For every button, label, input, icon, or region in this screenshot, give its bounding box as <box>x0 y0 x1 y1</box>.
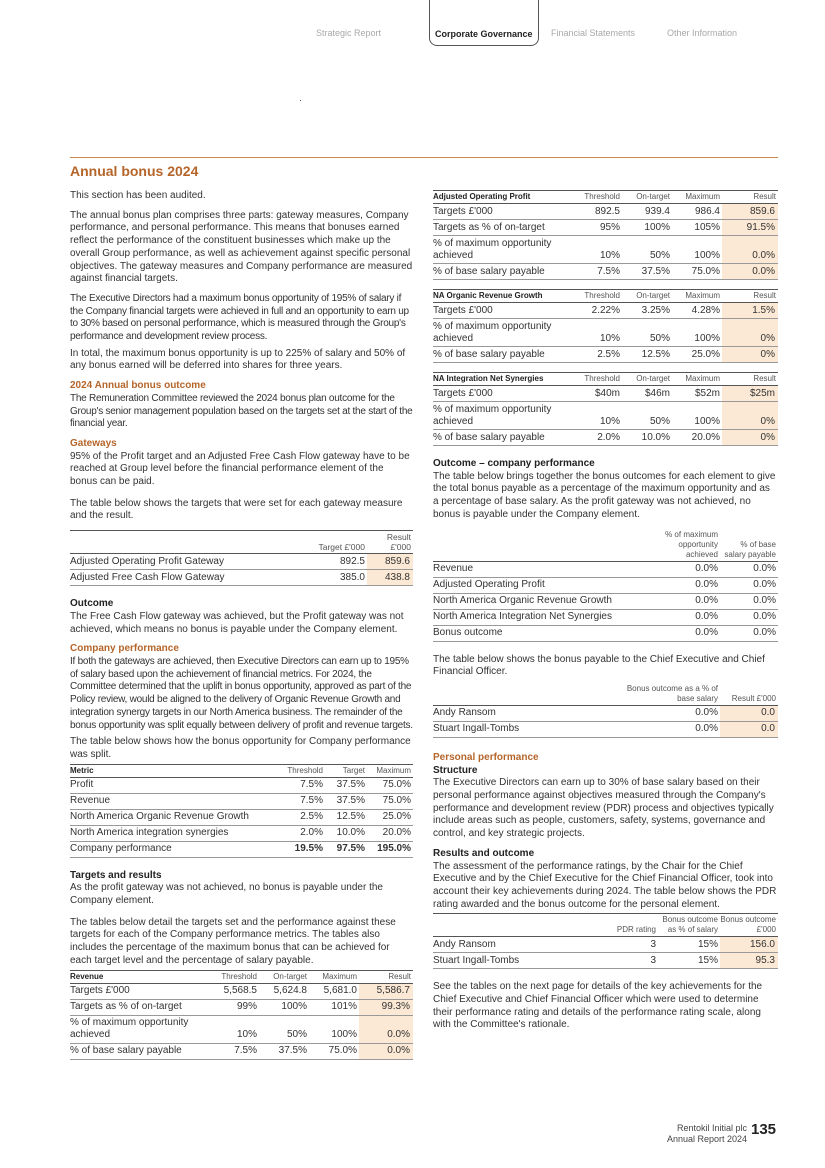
table-header: On-target <box>622 191 672 204</box>
metric-table <box>70 764 413 858</box>
table-cell: 5,568.5 <box>207 983 259 999</box>
table-header: Threshold <box>570 290 622 303</box>
table-header: % of maximum opportunity achieved <box>658 529 720 562</box>
table-cell: 0.0 <box>720 721 778 737</box>
table-cell: North America Integration Net Synergies <box>433 609 658 625</box>
table-cell: 10% <box>570 319 622 347</box>
table-cell: 385.0 <box>307 570 367 586</box>
table-cell: 100% <box>672 319 722 347</box>
table-cell: 50% <box>622 319 672 347</box>
footer-company: Rentokil Initial plc <box>676 1123 747 1133</box>
footer <box>667 1123 747 1145</box>
table-cell: 99% <box>207 999 259 1015</box>
table-cell: Company performance <box>70 841 281 857</box>
table-header: On-target <box>622 290 672 303</box>
table-cell: 5,681.0 <box>309 983 359 999</box>
table-cell: 2.0% <box>281 825 325 841</box>
table-cell: Bonus outcome <box>433 625 658 641</box>
table-cell: Targets £'000 <box>70 983 207 999</box>
table-header: NA Integration Net Synergies <box>433 373 570 386</box>
table-cell: 0.0 <box>720 705 778 721</box>
table-cell: 10% <box>570 236 622 264</box>
table-cell: 7.5% <box>570 264 622 280</box>
table-cell: 100% <box>259 999 309 1015</box>
nav-other-information[interactable]: Other Information <box>667 28 738 38</box>
table-cell: 892.5 <box>570 204 622 220</box>
table-cell: Profit <box>70 777 281 793</box>
gateways-paragraph: 95% of the Profit target and an Adjusted Free Cash Flow gateway have to be reached at Group level before the financial performance element of the bonus can be paid. <box>70 450 410 488</box>
table-cell: 20.0% <box>672 430 722 446</box>
next-page-note: See the tables on the next page for details of the key achievements for the Chief Executive and Chief Financial Officer which were used to determine their performance rating and details of the performance rating scale, along with the Committee's rationale. <box>433 981 763 1031</box>
table-cell: Targets as % of on-target <box>433 220 570 236</box>
table-row <box>70 983 413 999</box>
intro-paragraph: The annual bonus plan comprises three parts: gateway measures, Company performance, and personal performance. This means that bonuses earned reflect the performance of the constituent businesses which make up the overall Group performance, as well as achievement against specific personal objectives. The gateway measures and Company performance are measured against financial targets. <box>70 209 413 285</box>
table-cell: 5,586.7 <box>359 983 413 999</box>
table-header: Maximum <box>672 373 722 386</box>
outcome-cp-heading: Outcome – company performance <box>433 458 595 469</box>
table-cell: % of maximum opportunity achieved <box>433 319 570 347</box>
table-cell: 100% <box>622 220 672 236</box>
table-cell: 25.0% <box>672 347 722 363</box>
table-cell: 12.5% <box>325 809 367 825</box>
table-header: Result £'000 <box>720 683 778 706</box>
table-cell: 0.0% <box>720 593 778 609</box>
structure-paragraph: The Executive Directors can earn up to 30% of base salary based on their personal performance against objectives measured through the Company's performance and development review (PDR) process and objectives typically include areas such as people, customers, safety, systems, governance and control, and key strategic projects. <box>433 777 774 840</box>
table-cell: 0.0% <box>720 561 778 577</box>
split-intro: The table below shows how the bonus opportunity for Company performance was split. <box>70 736 411 760</box>
table-header <box>433 914 606 937</box>
table-row <box>433 937 778 953</box>
gateways-heading: Gateways <box>70 437 117 449</box>
table-row <box>70 570 413 586</box>
table-header: Result <box>359 970 413 983</box>
results-heading: Results and outcome <box>433 847 535 859</box>
nav-financial-statements[interactable]: Financial Statements <box>551 28 636 38</box>
table-cell: 12.5% <box>622 347 672 363</box>
table-header: Bonus outcome as % of salary <box>658 914 720 937</box>
table-header: Bonus outcome £'000 <box>720 914 778 937</box>
table-header: Threshold <box>207 970 259 983</box>
table-cell: 50% <box>622 402 672 430</box>
table-cell: 892.5 <box>307 554 367 570</box>
structure-heading: Structure <box>433 764 478 776</box>
table-row <box>433 953 778 969</box>
table-cell: 95% <box>570 220 622 236</box>
table-row <box>433 721 778 737</box>
table-cell: Adjusted Operating Profit <box>433 577 658 593</box>
table-cell: 939.4 <box>622 204 672 220</box>
table-header: % of base salary payable <box>720 529 778 562</box>
table-cell: 2.5% <box>570 347 622 363</box>
table-cell: 97.5% <box>325 841 367 857</box>
table-cell: 50% <box>259 1015 309 1043</box>
table-cell: $25m <box>722 386 778 402</box>
table-cell: 0.0% <box>658 577 720 593</box>
company-performance-paragraph: If both the gateways are achieved, then Executive Directors can earn up to 195% of salary based upon the achievement of financial metrics. For 2024, the Committee determined that the uplift in bonus opportunity, approved as part of the Policy review, would be aligned to the delivery of Organic Revenue Growth and integration synergy targets in our North America business. The remainder of the bonus opportunity was split equally between delivery of profit and revenue targets. <box>70 655 413 731</box>
table-cell: 986.4 <box>672 204 722 220</box>
table-row <box>70 1043 413 1059</box>
pdr-table <box>433 913 778 969</box>
gateway-intro: The table below shows the targets that were set for each gateway measure and the result. <box>70 497 403 522</box>
table-cell: 0.0% <box>720 609 778 625</box>
table-cell: 0.0% <box>620 721 720 737</box>
table-cell: 7.5% <box>207 1043 259 1059</box>
table-cell: $52m <box>672 386 722 402</box>
table-cell: 37.5% <box>325 793 367 809</box>
table-cell: 0.0% <box>658 593 720 609</box>
table-cell: 438.8 <box>367 570 413 586</box>
table-row <box>433 220 778 236</box>
table-cell: 100% <box>309 1015 359 1043</box>
na-organic-table <box>433 289 778 363</box>
table-cell: $46m <box>622 386 672 402</box>
table-row <box>433 236 778 264</box>
table-header: Result £'000 <box>367 531 413 554</box>
table-header: Maximum <box>672 191 722 204</box>
table-cell: 100% <box>672 402 722 430</box>
table-cell: Targets £'000 <box>433 303 570 319</box>
table-cell: 0.0% <box>658 625 720 641</box>
table-cell: 15% <box>658 953 720 969</box>
table-header <box>433 683 620 706</box>
table-header: Maximum <box>309 970 359 983</box>
table-cell: Revenue <box>70 793 281 809</box>
table-cell: 37.5% <box>622 264 672 280</box>
table-cell: 0.0% <box>720 577 778 593</box>
table-cell: North America integration synergies <box>70 825 281 841</box>
table-cell: 37.5% <box>259 1043 309 1059</box>
table-cell: 99.3% <box>359 999 413 1015</box>
table-cell: 75.0% <box>672 264 722 280</box>
total-opportunity-paragraph: In total, the maximum bonus opportunity is up to 225% of salary and 50% of any bonus earned will be deferred into shares for three years. <box>70 347 406 372</box>
table-cell: 95.3 <box>720 953 778 969</box>
table-cell: 2.0% <box>570 430 622 446</box>
table-cell: 100% <box>672 236 722 264</box>
table-header: Threshold <box>281 764 325 777</box>
table-header: Target £'000 <box>307 531 367 554</box>
table-row <box>433 577 778 593</box>
table-cell: 4.28% <box>672 303 722 319</box>
table-cell: % of base salary payable <box>433 430 570 446</box>
footer-report: Annual Report 2024 <box>666 1134 747 1144</box>
table-header: Threshold <box>570 191 622 204</box>
table-cell: Adjusted Free Cash Flow Gateway <box>70 570 307 586</box>
table-cell: 859.6 <box>722 204 778 220</box>
table-cell: 7.5% <box>281 777 325 793</box>
table-cell: 37.5% <box>325 777 367 793</box>
table-cell: Targets £'000 <box>433 204 570 220</box>
table-header: Bonus outcome as a % of base salary <box>620 683 720 706</box>
table-row <box>433 609 778 625</box>
table-row <box>70 1015 413 1043</box>
table-cell: 75.0% <box>309 1043 359 1059</box>
table-row <box>70 777 413 793</box>
table-header: On-target <box>259 970 309 983</box>
table-cell: 1.5% <box>722 303 778 319</box>
table-header: Adjusted Operating Profit <box>433 191 570 204</box>
table-row <box>70 793 413 809</box>
table-cell: 50% <box>622 236 672 264</box>
table-header: Metric <box>70 764 281 777</box>
table-header: On-target <box>622 373 672 386</box>
section-nav <box>0 0 825 48</box>
table-cell: 101% <box>309 999 359 1015</box>
table-cell: 25.0% <box>367 809 413 825</box>
aop-table <box>433 190 778 280</box>
table-row <box>433 386 778 402</box>
table-row <box>70 825 413 841</box>
table-cell: 0.0% <box>620 705 720 721</box>
table-cell: 0% <box>722 402 778 430</box>
results-paragraph: The assessment of the performance ratings, by the Chair for the Chief Executive and by the Chief Executive for the Chief Financial Officer, took into account their key achievements during 2024. The table below shows the PDR rating awarded and the bonus outcome for the personal element. <box>433 860 777 910</box>
table-cell: Adjusted Operating Profit Gateway <box>70 554 307 570</box>
table-cell: 3 <box>606 937 658 953</box>
table-row <box>433 705 778 721</box>
table-cell: North America Organic Revenue Growth <box>433 593 658 609</box>
table-cell: 0.0% <box>658 561 720 577</box>
table-header: NA Organic Revenue Growth <box>433 290 570 303</box>
targets-heading: Targets and results <box>70 869 162 881</box>
max-opportunity-paragraph: The Executive Directors had a maximum bonus opportunity of 195% of salary if the Company financial targets were achieved in full and an opportunity to earn up to 30% based on personal performance, which is measured through the Group's performance and development review process. <box>70 292 409 343</box>
table-header <box>433 529 658 562</box>
na-synergies-table <box>433 372 778 446</box>
audited-note: This section has been audited. <box>70 190 206 201</box>
table-cell: 0% <box>722 319 778 347</box>
targets-paragraph: As the profit gateway was not achieved, no bonus is payable under the Company element. <box>70 882 383 907</box>
table-cell: 10.0% <box>622 430 672 446</box>
table-cell: Andy Ransom <box>433 937 606 953</box>
table-row <box>70 999 413 1015</box>
outcome2-paragraph: The Free Cash Flow gateway was achieved, but the Profit gateway was not achieved, which means no bonus is payable under the Company element. <box>70 610 404 635</box>
table-cell: 2.22% <box>570 303 622 319</box>
table-header: Maximum <box>672 290 722 303</box>
table-cell: Stuart Ingall-Tombs <box>433 953 606 969</box>
table-row <box>433 347 778 363</box>
payable-intro: The table below shows the bonus payable to the Chief Executive and Chief Financial Officer. <box>433 653 765 678</box>
table-cell: 0.0% <box>359 1015 413 1043</box>
table-cell: 7.5% <box>281 793 325 809</box>
table-row-total <box>433 625 778 641</box>
right-column <box>433 190 778 1039</box>
table-cell: 0.0% <box>658 609 720 625</box>
nav-corporate-governance[interactable]: Corporate Governance <box>429 0 539 46</box>
table-cell: 3 <box>606 953 658 969</box>
table-cell: % of base salary payable <box>70 1043 207 1059</box>
table-row <box>433 430 778 446</box>
table-cell: Revenue <box>433 561 658 577</box>
table-row <box>433 561 778 577</box>
gateway-table <box>70 530 413 586</box>
table-cell: 75.0% <box>367 777 413 793</box>
table-cell: 0.0% <box>359 1043 413 1059</box>
table-header <box>70 531 307 554</box>
left-column <box>70 190 413 1069</box>
table-cell: 859.6 <box>367 554 413 570</box>
table-cell: 91.5% <box>722 220 778 236</box>
table-header: Result <box>722 290 778 303</box>
table-row <box>70 809 413 825</box>
table-row <box>70 554 413 570</box>
page-title: Annual bonus 2024 <box>70 163 199 179</box>
outcome-paragraph: The Remuneration Committee reviewed the 2024 bonus plan outcome for the Group's senior management population based on the targets set at the start of the financial year. <box>70 392 413 430</box>
table-cell: 156.0 <box>720 937 778 953</box>
table-header: Result <box>722 373 778 386</box>
table-row <box>433 402 778 430</box>
section-rule <box>70 157 778 158</box>
table-cell: North America Organic Revenue Growth <box>70 809 281 825</box>
table-cell: 0.0% <box>722 264 778 280</box>
table-cell: % of base salary payable <box>433 347 570 363</box>
table-cell: 0.0% <box>720 625 778 641</box>
outcome2-heading: Outcome <box>70 598 114 610</box>
outcome-cp-paragraph: The table below brings together the bonus outcomes for each element to give the total bonus payable as a percentage of the maximum opportunity and as a percentage of base salary. As the profit gateway was not achieved, no bonus is payable under the Company element. <box>433 470 776 520</box>
table-cell: % of maximum opportunity achieved <box>433 236 570 264</box>
table-header: Result <box>722 191 778 204</box>
table-header: Maximum <box>367 764 413 777</box>
personal-performance-heading: Personal performance <box>433 751 539 763</box>
table-cell: Targets £'000 <box>433 386 570 402</box>
page-number: 135 <box>751 1121 777 1138</box>
payable-table <box>433 683 778 738</box>
table-cell: 19.5% <box>281 841 325 857</box>
table-cell: 0% <box>722 347 778 363</box>
table-row <box>433 204 778 220</box>
table-cell: 105% <box>672 220 722 236</box>
table-cell: 20.0% <box>367 825 413 841</box>
table-cell: 3.25% <box>622 303 672 319</box>
table-cell: 10% <box>570 402 622 430</box>
table-header: Threshold <box>570 373 622 386</box>
table-cell: 195.0% <box>367 841 413 857</box>
table-cell: 15% <box>658 937 720 953</box>
table-cell: $40m <box>570 386 622 402</box>
table-cell: 10% <box>207 1015 259 1043</box>
revenue-table <box>70 970 413 1060</box>
table-row <box>433 303 778 319</box>
table-cell: 2.5% <box>281 809 325 825</box>
table-header: Revenue <box>70 970 207 983</box>
table-cell: % of maximum opportunity achieved <box>70 1015 207 1043</box>
nav-strategic-report[interactable]: Strategic Report <box>316 28 382 38</box>
table-header: PDR rating <box>606 914 658 937</box>
table-cell: Andy Ransom <box>433 705 620 721</box>
dot-mark <box>300 100 301 101</box>
company-performance-heading: Company performance <box>70 643 179 655</box>
table-cell: Stuart Ingall-Tombs <box>433 721 620 737</box>
table-header: Target <box>325 764 367 777</box>
table-row <box>433 593 778 609</box>
table-cell: 10.0% <box>325 825 367 841</box>
table-cell: 0.0% <box>722 236 778 264</box>
targets-detail-paragraph: The tables below detail the targets set and the performance against these targets for each of the Company performance metrics. The tables also includes the percentage of the maximum bonus that can be achieved for each target level and the percentage of salary payable. <box>70 916 396 966</box>
table-row <box>433 319 778 347</box>
table-cell: 75.0% <box>367 793 413 809</box>
table-cell: % of maximum opportunity achieved <box>433 402 570 430</box>
table-cell: % of base salary payable <box>433 264 570 280</box>
outcome-heading: 2024 Annual bonus outcome <box>70 380 206 392</box>
table-row-total <box>70 841 413 857</box>
outcome-table <box>433 529 778 642</box>
table-cell: Targets as % of on-target <box>70 999 207 1015</box>
table-cell: 0% <box>722 430 778 446</box>
table-cell: 5,624.8 <box>259 983 309 999</box>
table-row <box>433 264 778 280</box>
